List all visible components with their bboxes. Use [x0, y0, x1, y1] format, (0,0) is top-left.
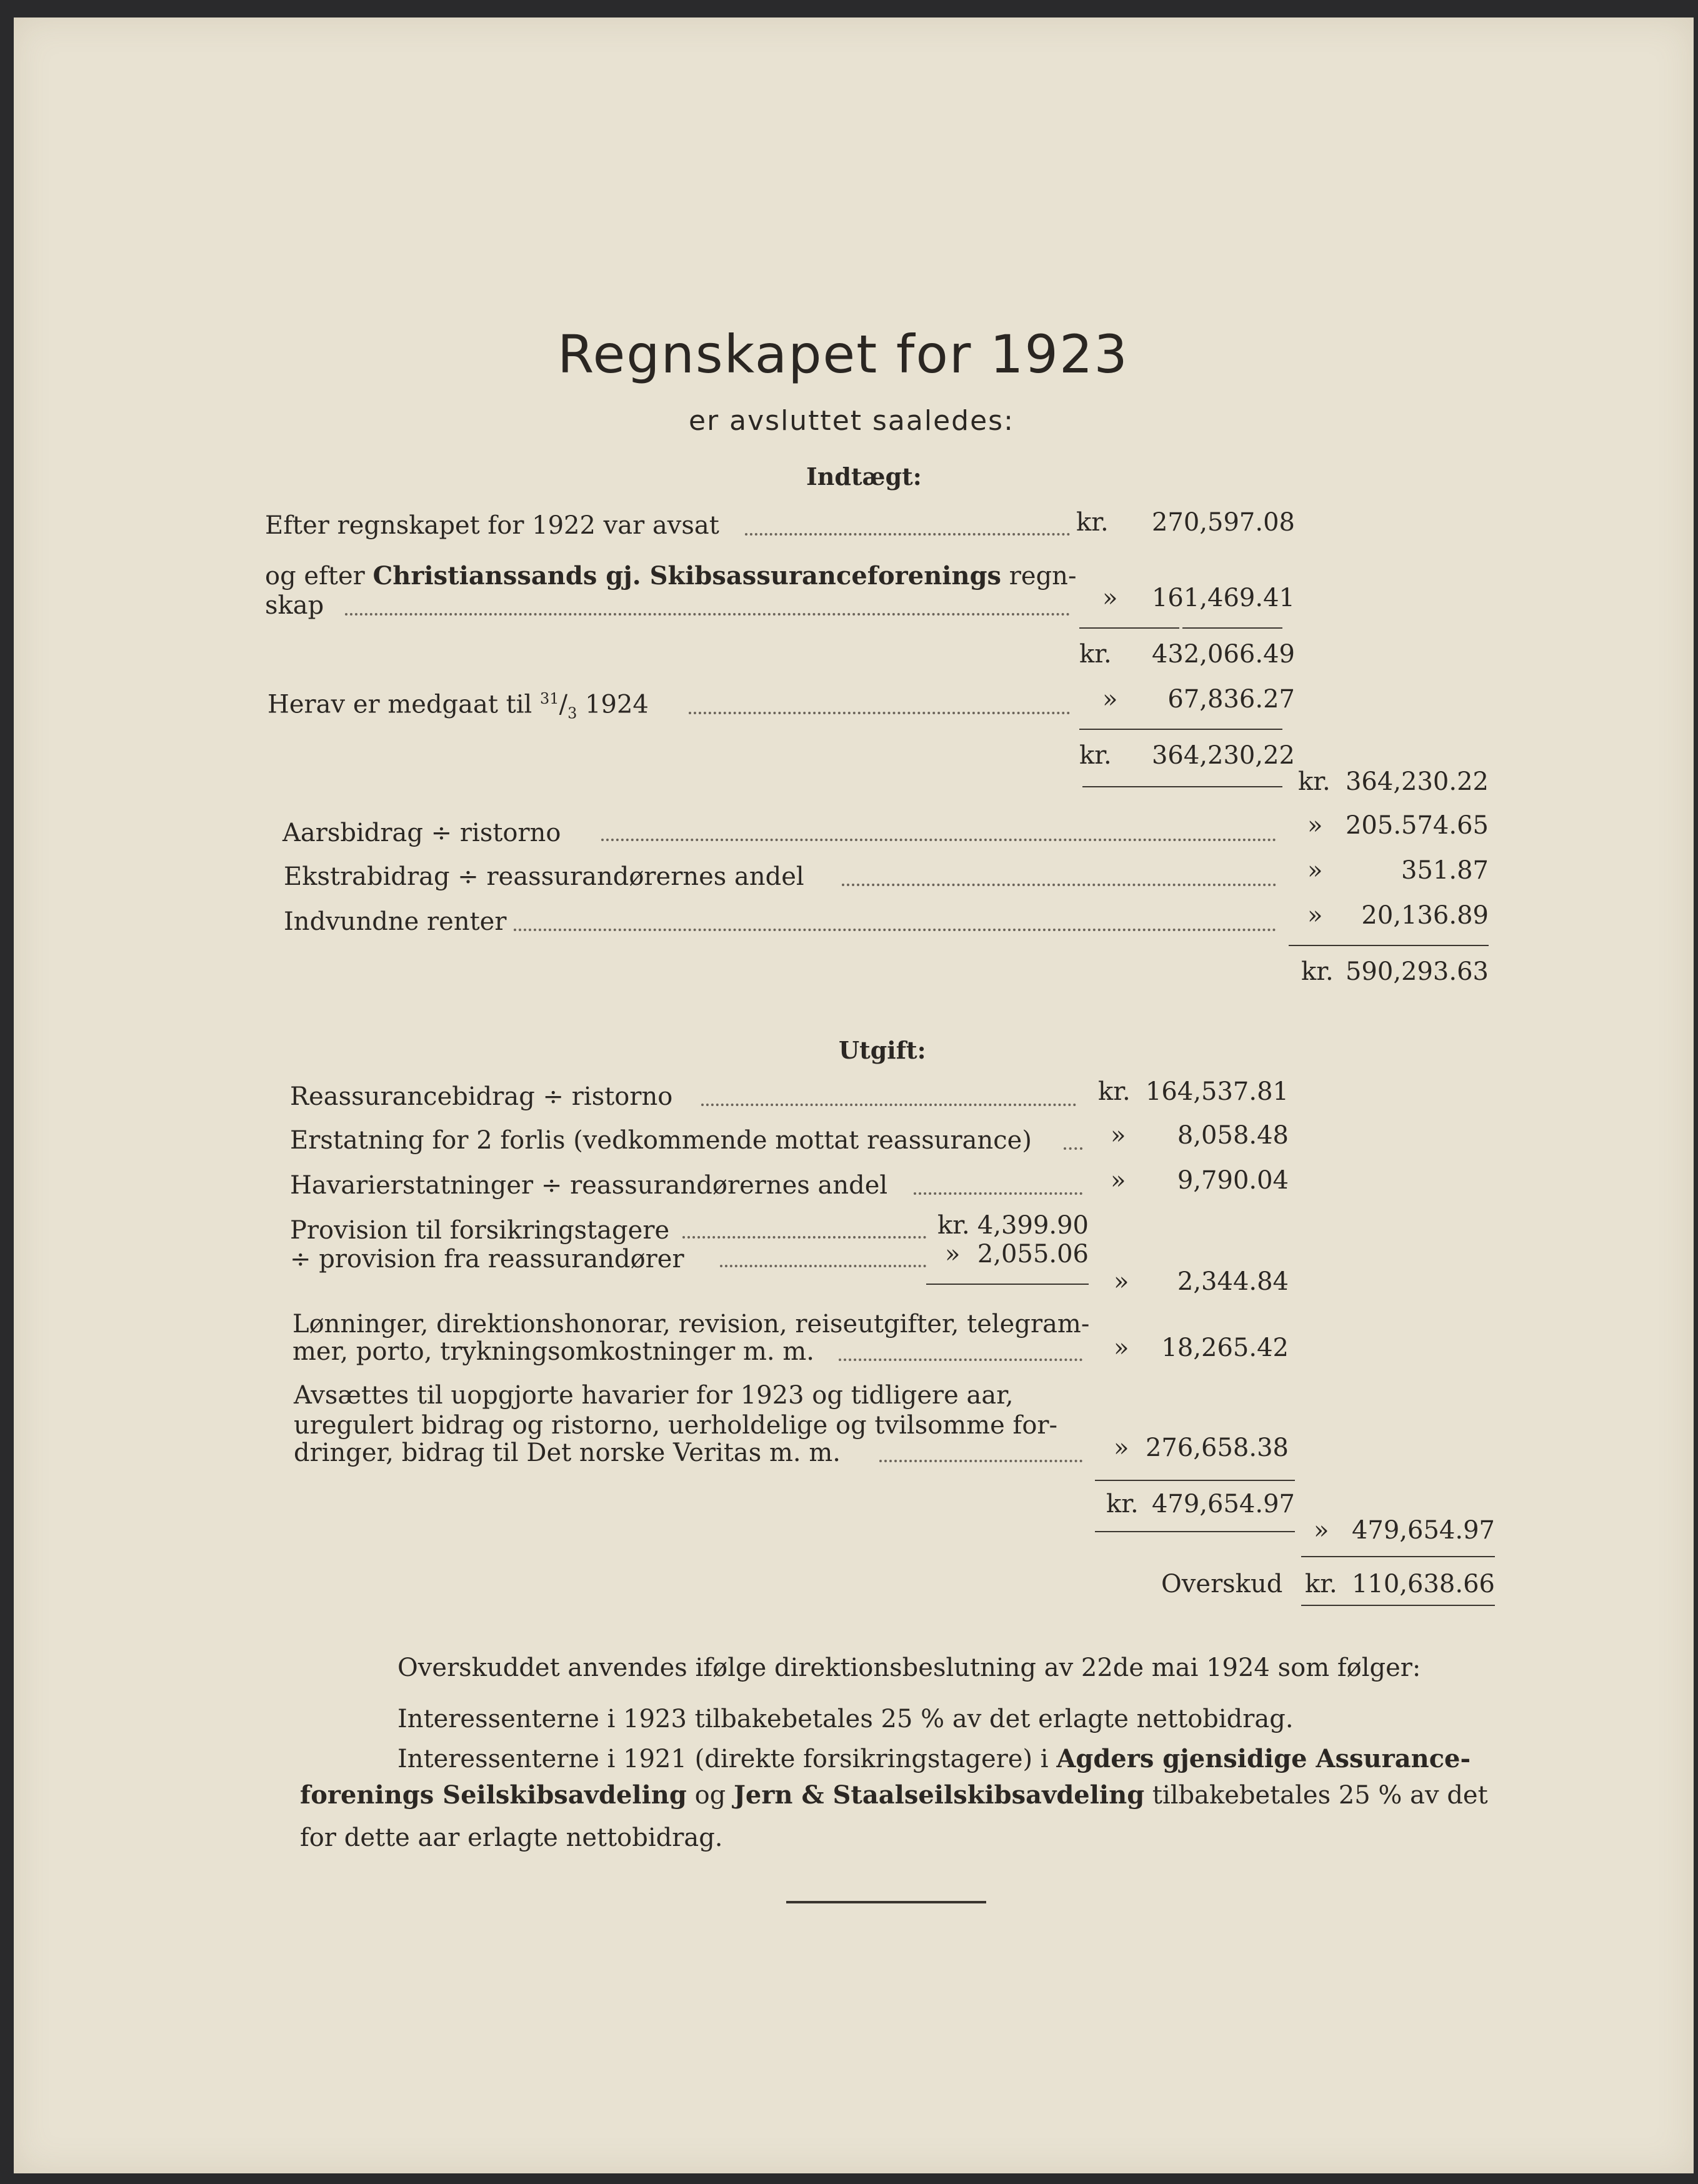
expense-line1-text: Reassurancebidrag ÷ ristorno — [290, 1082, 673, 1111]
expense-sum-unit: kr. — [1106, 1490, 1139, 1518]
income-sum2-value: 364,230,22 — [1151, 741, 1295, 770]
leader-dots — [842, 884, 1276, 886]
expense-line2-text: Erstatning for 2 forlis (vedkommende mottat reassurance) — [290, 1126, 1032, 1155]
expense-line5-text-b: mer, porto, trykningsomkostninger m. m. — [292, 1337, 814, 1366]
expense-line6-text-b: uregulert bidrag og ristorno, uerholdelige og tvilsomme for- — [294, 1411, 1058, 1440]
total-rule — [1289, 945, 1489, 946]
sum-rule — [1079, 729, 1282, 730]
expense-col2-unit: » — [1314, 1516, 1329, 1545]
expense-sum-value: 479,654.97 — [1151, 1490, 1295, 1518]
sum-rule — [1182, 627, 1282, 629]
leader-dots — [701, 1104, 1076, 1106]
leader-dots — [514, 929, 1276, 931]
leader-dots — [689, 712, 1070, 714]
leader-dots — [914, 1192, 1082, 1195]
income-line4-unit: » — [1307, 811, 1323, 840]
expense-line4-unit: » — [1114, 1267, 1129, 1296]
sum-rule — [926, 1284, 1089, 1285]
expense-col2-value: 479,654.97 — [1351, 1516, 1495, 1545]
closing-paragraph-1: Overskuddet anvendes ifølge direktionsbeslutning av 22de mai 1924 som følger: — [397, 1653, 1421, 1682]
document-page — [14, 17, 1694, 2173]
income-col2-first-value: 364,230.22 — [1345, 767, 1489, 796]
income-line5-value: 351.87 — [1401, 856, 1489, 885]
income-line4-value: 205.574.65 — [1345, 811, 1489, 840]
expense-line1-unit: kr. — [1098, 1077, 1131, 1106]
income-line2-text: og efter Christianssands gj. Skibsassuranceforenings regn- — [265, 561, 1077, 591]
end-divider — [786, 1901, 986, 1903]
income-line4-text: Aarsbidrag ÷ ristorno — [282, 819, 561, 847]
income-line3-unit: » — [1102, 685, 1118, 714]
income-line1-value: 270,597.08 — [1151, 508, 1295, 537]
income-line5-text: Ekstrabidrag ÷ reassurandørernes andel — [284, 862, 804, 891]
expense-line5-text-a: Lønninger, direktionshonorar, revision, reiseutgifter, telegram- — [292, 1310, 1090, 1339]
income-line1-unit: kr. — [1076, 508, 1109, 537]
expense-line3-text: Havarierstatninger ÷ reassurandørernes andel — [290, 1171, 888, 1200]
expense-line4a-text: Provision til forsikringstagere — [290, 1216, 670, 1245]
sum-rule — [1079, 627, 1179, 629]
closing-paragraph-3-line3: for dette aar erlagte nettobidrag. — [300, 1823, 723, 1852]
page-subtitle: er avsluttet saaledes: — [689, 405, 1014, 437]
total-rule — [1301, 1556, 1495, 1557]
income-line2-text-cont: skap — [265, 591, 324, 620]
expense-line3-unit: » — [1111, 1166, 1126, 1195]
expense-line5-value: 18,265.42 — [1161, 1334, 1289, 1362]
income-col2-first-unit: kr. — [1298, 767, 1331, 796]
income-line3-value: 67,836.27 — [1167, 685, 1295, 714]
leader-dots — [745, 533, 1070, 536]
income-line5-unit: » — [1307, 856, 1323, 885]
expense-line4-value: 2,344.84 — [1177, 1267, 1289, 1296]
income-sum1-value: 432,066.49 — [1151, 640, 1295, 669]
leader-dots — [839, 1359, 1082, 1361]
leader-dots — [345, 613, 1070, 616]
expense-line6-value: 276,658.38 — [1145, 1434, 1289, 1462]
page-title: Regnskapet for 1923 — [557, 324, 1129, 385]
leader-dots — [720, 1265, 926, 1267]
income-total-value: 590,293.63 — [1345, 957, 1489, 986]
leader-dots — [682, 1236, 926, 1239]
closing-paragraph-3-line2: forenings Seilskibsavdeling og Jern & Staalseilskibsavdeling tilbakebetales 25 % av det — [300, 1780, 1488, 1810]
expense-line4b-value: 2,055.06 — [977, 1240, 1089, 1269]
expense-heading: Utgift: — [839, 1036, 926, 1064]
expense-line4a-unit: kr. — [937, 1211, 970, 1240]
income-line6-value: 20,136.89 — [1361, 901, 1489, 930]
expense-line6-text-a: Avsættes til uopgjorte havarier for 1923 og tidligere aar, — [294, 1381, 1014, 1410]
expense-line4a-value: 4,399.90 — [977, 1211, 1089, 1240]
expense-line4b-unit: » — [945, 1240, 961, 1269]
income-line3-text: Herav er medgaat til $^{31}/_3$ 1924 — [267, 690, 649, 722]
income-line1-text: Efter regnskapet for 1922 var avsat — [265, 511, 719, 540]
leader-dots — [879, 1460, 1082, 1462]
sum-rule — [1095, 1531, 1295, 1532]
sum-rule — [1095, 1480, 1295, 1481]
surplus-unit: kr. — [1305, 1570, 1337, 1598]
expense-line3-value: 9,790.04 — [1177, 1166, 1289, 1195]
income-sum1-unit: kr. — [1079, 640, 1112, 669]
income-line2-unit: » — [1102, 584, 1118, 612]
income-line6-unit: » — [1307, 901, 1323, 930]
income-sum2-unit: kr. — [1079, 741, 1112, 770]
income-heading: Indtægt: — [806, 462, 922, 491]
closing-paragraph-2: Interessenterne i 1923 tilbakebetales 25 % av det erlagte nettobidrag. — [397, 1705, 1294, 1733]
closing-paragraph-3-line1: Interessenterne i 1921 (direkte forsikringstagere) i Agders gjensidige Assurance- — [397, 1744, 1471, 1773]
expense-line6-unit: » — [1114, 1434, 1129, 1462]
income-total-unit: kr. — [1301, 957, 1334, 986]
leader-dots — [1064, 1147, 1082, 1150]
income-line6-text: Indvundne renter — [284, 907, 507, 936]
income-line2-value: 161,469.41 — [1151, 584, 1295, 612]
expense-line5-unit: » — [1114, 1334, 1129, 1362]
surplus-label: Overskud — [1161, 1570, 1283, 1598]
expense-line2-unit: » — [1111, 1121, 1126, 1150]
total-rule — [1301, 1605, 1495, 1606]
sum-rule — [1082, 786, 1282, 787]
surplus-value: 110,638.66 — [1351, 1570, 1495, 1598]
expense-line1-value: 164,537.81 — [1145, 1077, 1289, 1106]
leader-dots — [601, 839, 1276, 841]
expense-line2-value: 8,058.48 — [1177, 1121, 1289, 1150]
expense-line6-text-c: dringer, bidrag til Det norske Veritas m. m. — [294, 1439, 841, 1467]
expense-line4b-text: ÷ provision fra reassurandører — [290, 1245, 684, 1274]
